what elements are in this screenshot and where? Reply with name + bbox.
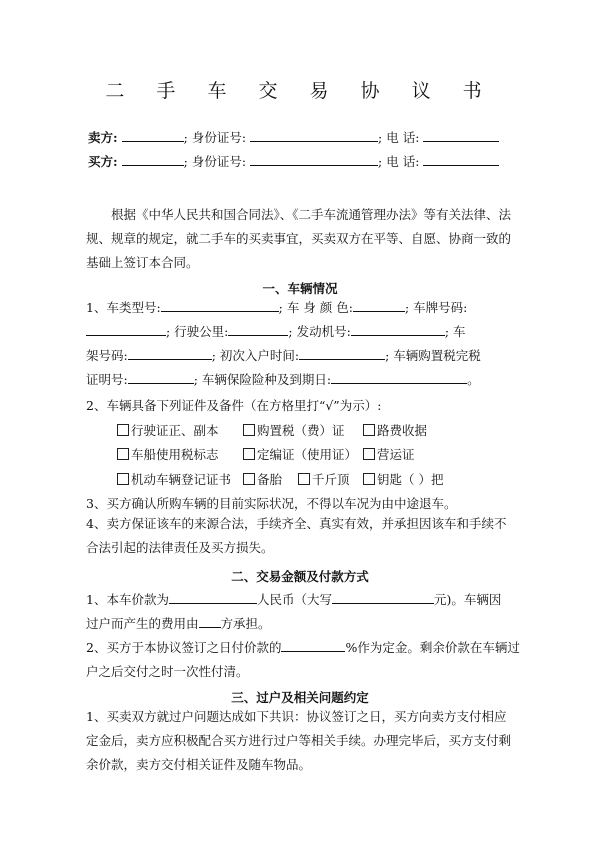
seller-phone-blank[interactable]: [423, 129, 499, 142]
option-label: 机动车辆登记证书: [131, 472, 232, 487]
checkbox[interactable]: [363, 473, 375, 485]
document-title: 二 手 车 交 易 协 议 书: [105, 80, 495, 102]
option-label: 行驶证正、副本: [131, 423, 219, 438]
item3: 3、买方确认所购车辆的目前实际状况，不得以车况为由中途退车。: [86, 496, 457, 511]
option-label: 路费收据: [377, 423, 428, 438]
option-jack[interactable]: [298, 470, 350, 488]
rmb-caps-label: 人民币（大写: [256, 592, 332, 607]
price-line-2: [86, 614, 514, 632]
insurance-label: ; 车辆保险险种及到期日:: [193, 372, 332, 387]
plate-label: ; 车牌号码:: [405, 300, 468, 315]
checkbox[interactable]: [117, 448, 129, 460]
insurance-blank[interactable]: [331, 371, 467, 384]
period: 。: [467, 372, 480, 387]
option-spare-tire[interactable]: [243, 470, 282, 488]
option-label: 购置税（费）证: [257, 423, 345, 438]
checkbox[interactable]: [363, 424, 375, 436]
price-line-1: [86, 590, 514, 608]
sep: ;: [378, 154, 383, 169]
buyer-phone-blank[interactable]: [423, 153, 499, 166]
section2-heading: 二、交易金额及付款方式: [231, 569, 369, 584]
deposit-line-2: 户之后交付之时一次性付清。: [86, 664, 249, 679]
engine-label: ; 发动机号:: [288, 324, 351, 339]
checkbox[interactable]: [298, 473, 310, 485]
buyer-phone-label: 电 话:: [386, 154, 420, 169]
checkbox[interactable]: [117, 473, 129, 485]
price-blank[interactable]: [169, 591, 257, 604]
mileage-blank[interactable]: [228, 323, 288, 336]
sep: ;: [183, 130, 188, 145]
checkbox[interactable]: [243, 448, 255, 460]
option-registration[interactable]: [117, 470, 231, 488]
option-road-fee[interactable]: [363, 421, 427, 439]
rmb-caps-blank[interactable]: [332, 591, 434, 604]
option-operation-cert[interactable]: [363, 445, 415, 463]
section1-heading: 一、车辆情况: [262, 281, 338, 296]
checkbox[interactable]: [243, 424, 255, 436]
seller-id-label: 身份证号:: [191, 130, 247, 145]
fee-payer-blank[interactable]: [199, 615, 221, 628]
option-label: 钥匙（ ）把: [377, 472, 444, 487]
mileage-label: ; 行驶公里:: [166, 324, 229, 339]
seller-name-blank[interactable]: [122, 129, 184, 142]
frame-blank[interactable]: [128, 347, 212, 360]
buyer-line: [88, 152, 499, 170]
vehicle-type-label: 1、车类型号:: [86, 300, 161, 315]
tax-cert-label: 证明号:: [86, 372, 128, 387]
sep: ;: [183, 154, 188, 169]
item4: 4、卖方保证该车的来源合法，手续齐全、真实有效，并承担因该车和手续不合法引起的法律责任及买方损失。: [86, 516, 507, 555]
option-quota-cert[interactable]: [243, 445, 357, 463]
option-label: 千斤顶: [312, 472, 350, 487]
body-color-blank[interactable]: [353, 299, 405, 312]
option-label: 备胎: [257, 472, 283, 487]
seller-line: [88, 128, 499, 146]
fee-payer-label: 过户而产生的费用由: [86, 616, 199, 631]
option-label: 定编证（使用证）: [257, 447, 358, 462]
section3-heading: 三、过户及相关问题约定: [231, 690, 369, 705]
engine-blank[interactable]: [351, 323, 445, 336]
fee-payer-end: 方承担。: [220, 616, 271, 631]
checkbox[interactable]: [117, 424, 129, 436]
deposit-label: 2、买方于本协议签订之日付价款的: [86, 640, 282, 655]
docs-item: 2、车辆具备下列证件及备件（在方格里打“√”为示）:: [86, 398, 382, 413]
vehicle-type-blank[interactable]: [161, 299, 279, 312]
transfer-paragraph: 1、买卖双方就过户问题达成如下共识：协议签订之日，买方向卖方支付相应定金后，卖方应积极配合买方进行过户等相关手续。办理完毕后，买方支付剩余价款，卖方交付相关证件及随车物品。: [86, 709, 512, 772]
vehicle-line-2: [86, 322, 514, 340]
vehicle-line-4: [86, 370, 514, 388]
vehicle-line-1: [86, 298, 514, 316]
plate-blank[interactable]: [86, 323, 166, 336]
first-reg-label: ; 初次入户时间:: [211, 348, 300, 363]
balance-label: %作为定金。剩余价款在车辆过: [345, 640, 520, 655]
deposit-line-1: [86, 638, 520, 656]
checkbox[interactable]: [363, 448, 375, 460]
seller-phone-label: 电 话:: [386, 130, 420, 145]
transfer-fee-label: 元)。车辆因: [433, 592, 502, 607]
option-label: 车船使用税标志: [131, 447, 219, 462]
option-license[interactable]: [117, 421, 219, 439]
price-label: 1、本车价款为: [86, 592, 169, 607]
tax-cert-blank[interactable]: [128, 371, 194, 384]
vehicle-line-3: [86, 346, 514, 364]
buyer-id-label: 身份证号:: [191, 154, 247, 169]
seller-id-blank[interactable]: [250, 129, 378, 142]
tax-label: ; 车辆购置税完税: [385, 348, 481, 363]
checkbox[interactable]: [243, 473, 255, 485]
seller-label: 卖方:: [88, 130, 118, 145]
sep: ;: [378, 130, 383, 145]
buyer-label: 买方:: [88, 154, 118, 169]
option-vessel-tax[interactable]: [117, 445, 219, 463]
intro-paragraph: 根据《中华人民共和国合同法》、《二手车流通管理办法》等有关法律、法规、规章的规定，就二手车的买卖事宜，买卖双方在平等、自愿、协商一致的基础上签订本合同。: [86, 207, 512, 270]
buyer-name-blank[interactable]: [122, 153, 184, 166]
option-label: 营运证: [377, 447, 415, 462]
buyer-id-blank[interactable]: [250, 153, 378, 166]
body-color-label: ; 车 身 颜 色:: [278, 300, 353, 315]
deposit-blank[interactable]: [281, 639, 345, 652]
first-reg-blank[interactable]: [299, 347, 385, 360]
frame-label-start: ; 车: [444, 324, 466, 339]
option-keys[interactable]: [363, 470, 443, 488]
frame-label: 架号码:: [86, 348, 128, 363]
option-purchase-tax[interactable]: [243, 421, 345, 439]
